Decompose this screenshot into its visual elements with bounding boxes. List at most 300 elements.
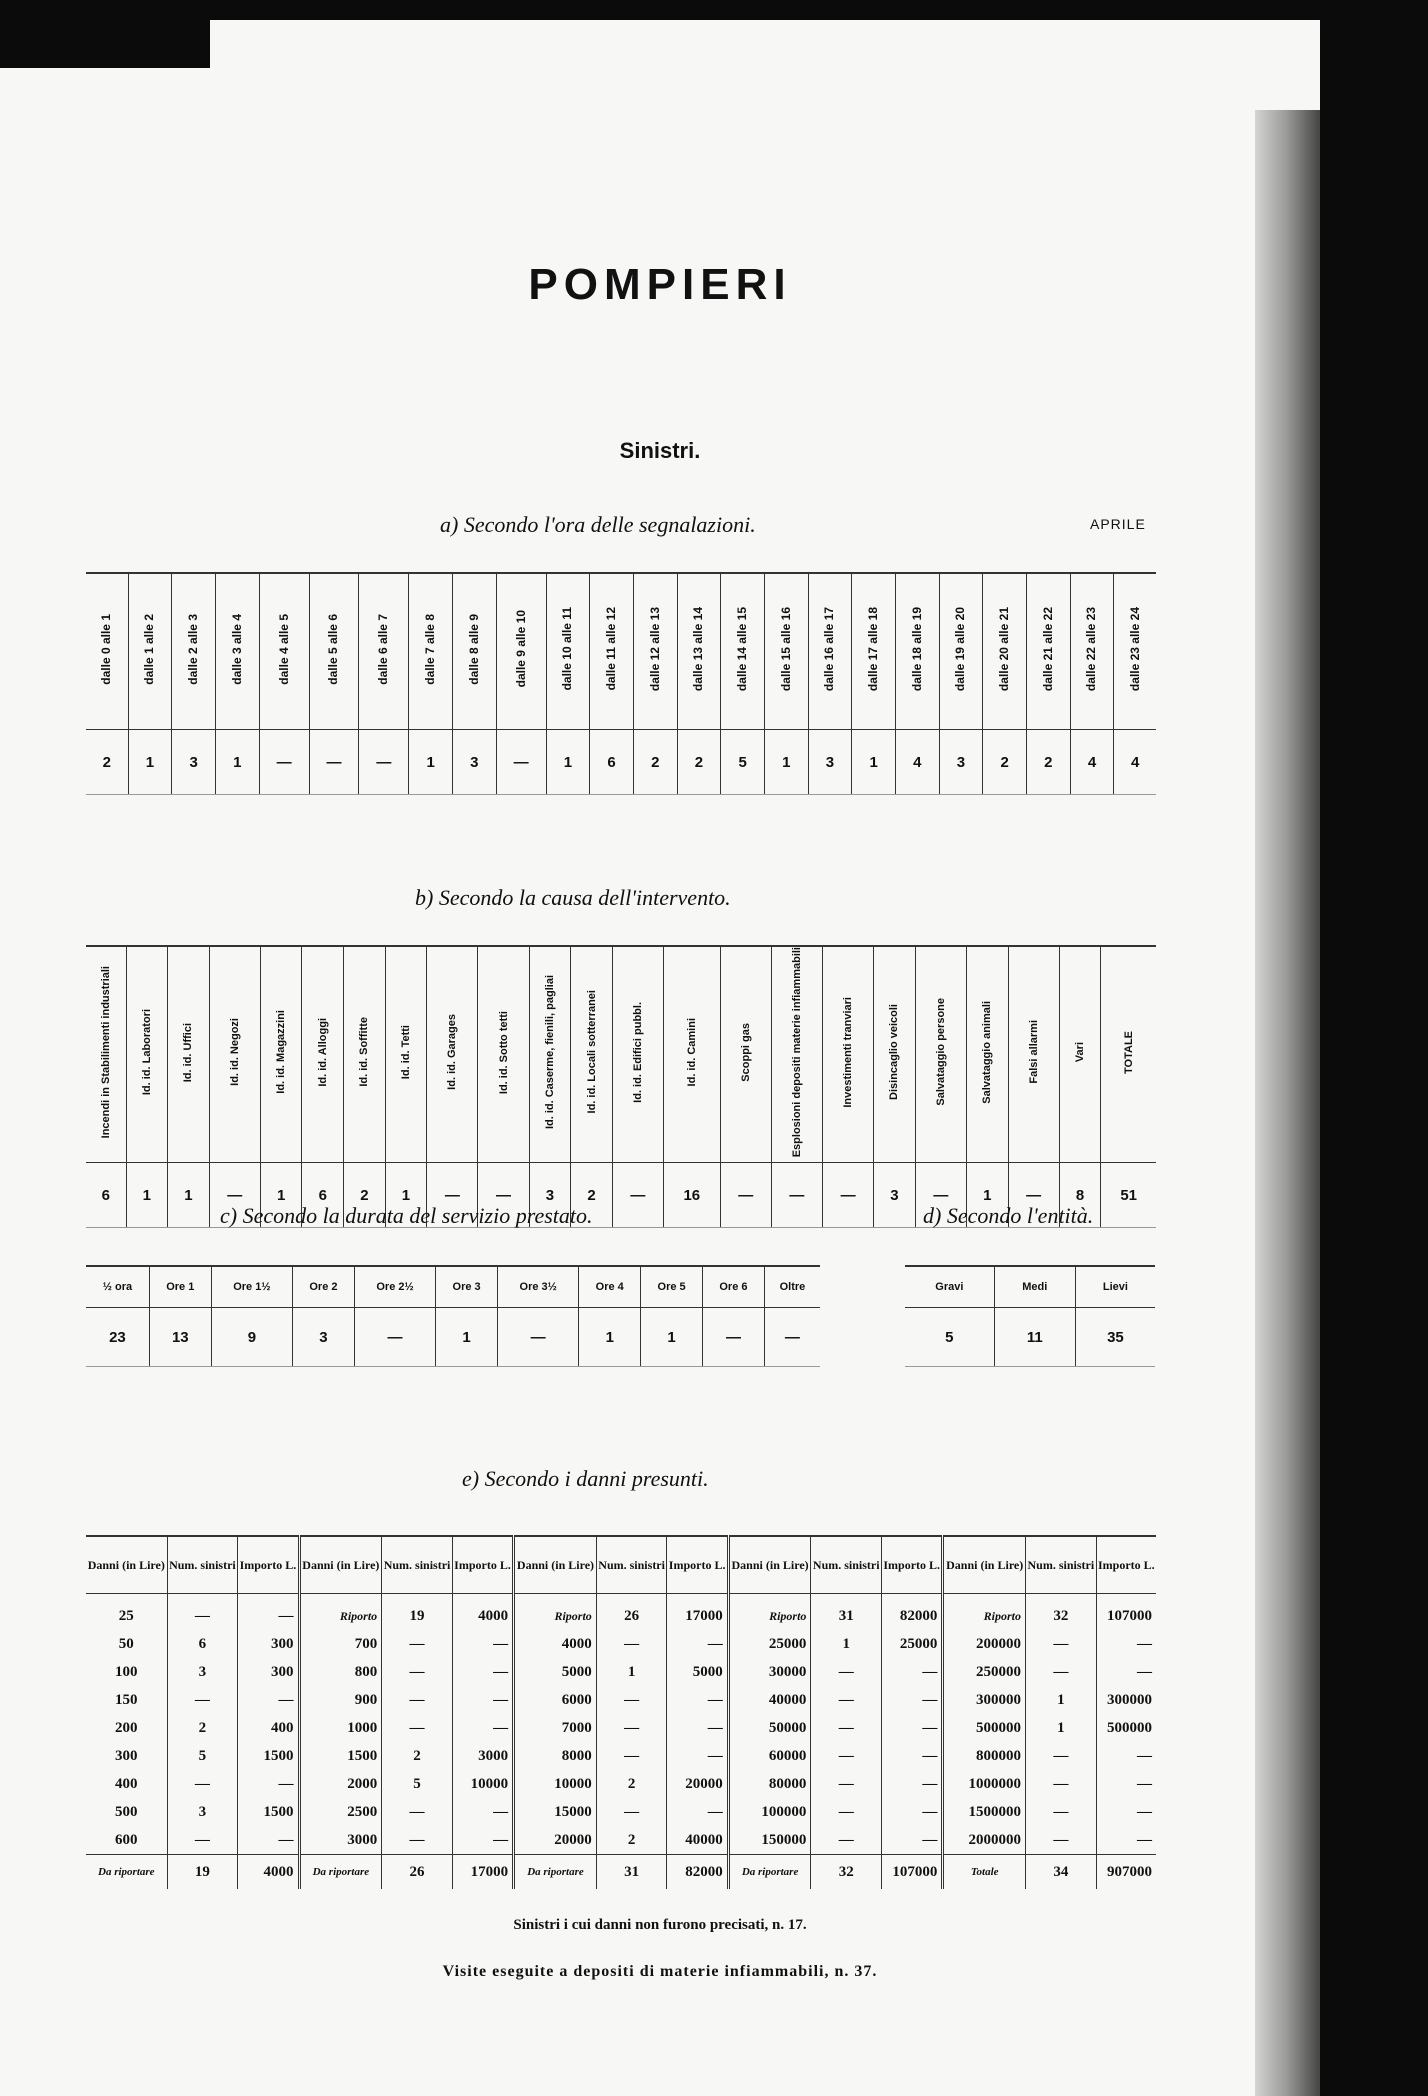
scan-shadow	[0, 20, 210, 68]
damages-cell: —	[811, 1742, 882, 1770]
damages-cell: 2000	[299, 1770, 382, 1798]
damages-cell: 500000	[943, 1714, 1026, 1742]
section_b-value-cell: —	[771, 1163, 822, 1228]
section_b-header-cell	[1101, 946, 1156, 1163]
section_d-value-cell: 35	[1075, 1308, 1155, 1367]
damages-cell: 6	[167, 1630, 238, 1658]
damages-cell: 300000	[943, 1686, 1026, 1714]
damages-total-cell: 17000	[452, 1855, 513, 1890]
section_a-header-cell	[128, 573, 172, 730]
section_b-header-cell	[86, 946, 126, 1163]
table-row	[86, 1594, 1156, 1631]
section_a-value-cell: 3	[939, 730, 983, 795]
section_a-header-label: dalle 4 alle 5	[276, 613, 291, 685]
damages-header-cell: Num. sinistri	[811, 1536, 882, 1594]
damages-header-cell: Num. sinistri	[596, 1536, 667, 1594]
section_c-value-cell: 1	[641, 1308, 703, 1367]
damages-cell: 19	[382, 1594, 453, 1631]
table-row	[86, 1714, 1156, 1742]
damages-cell: 60000	[728, 1742, 811, 1770]
damages-cell: 30000	[728, 1658, 811, 1686]
damages-cell: 150	[115, 1691, 138, 1708]
damages-cell: 50	[118, 1635, 134, 1652]
damages-cell: Riporto	[299, 1594, 382, 1631]
section_a-header-cell	[409, 573, 453, 730]
section_b-value-cell: 1	[385, 1163, 427, 1228]
damages-cell: 100	[115, 1663, 138, 1680]
damages-cell: —	[882, 1686, 943, 1714]
damages-cell: —	[667, 1742, 728, 1770]
section_c-header-cell: Ore 1½	[211, 1266, 292, 1308]
section_c-header-cell: Ore 3	[436, 1266, 498, 1308]
section_a-value-cell: 1	[215, 730, 259, 795]
damages-cell: Riporto	[943, 1594, 1026, 1631]
damages-cell: 800	[299, 1658, 382, 1686]
section_b-header-cell	[427, 946, 478, 1163]
damages-cell: —	[452, 1798, 513, 1826]
damages-cell: —	[882, 1826, 943, 1855]
section_c-value-cell: —	[764, 1308, 820, 1367]
damages-total-cell: 34	[1026, 1855, 1097, 1890]
table-row	[86, 1658, 1156, 1686]
section_a-header-label: dalle 2 alle 3	[186, 613, 201, 685]
section_b-header-label: Id. id. Negozi	[228, 1018, 241, 1087]
damages-cell: —	[167, 1826, 238, 1855]
section-d-heading: d) Secondo l'entità.	[923, 1203, 1094, 1228]
damages-cell: —	[238, 1686, 299, 1714]
damages-cell: —	[382, 1798, 453, 1826]
damages-cell: 700	[299, 1630, 382, 1658]
section_b-header-cell	[874, 946, 916, 1163]
section_a-value-cell: —	[359, 730, 409, 795]
section_b-header-label: TOTALE	[1122, 1030, 1135, 1074]
damages-cell: 40000	[728, 1686, 811, 1714]
section-b-heading: b) Secondo la causa dell'intervento.	[415, 885, 731, 910]
table-row	[86, 1742, 1156, 1770]
table-hours	[86, 572, 1156, 795]
damages-cell: 10000	[514, 1770, 597, 1798]
table-causes-header	[86, 946, 1156, 1163]
section_b-header-label: Id. id. Alloggi	[316, 1017, 329, 1087]
section_d-header-cell: Medi	[994, 1266, 1075, 1308]
table-row	[86, 1826, 1156, 1855]
section_a-header-label: dalle 9 alle 10	[513, 610, 528, 688]
section_b-header-cell	[915, 946, 966, 1163]
section_b-header-label: Id. id. Tetti	[399, 1025, 412, 1080]
section_d-header-cell: Lievi	[1075, 1266, 1155, 1308]
section_b-header-label: Salvataggio persone	[934, 998, 947, 1106]
damages-header-cell: Importo L.	[667, 1536, 728, 1594]
damages-cell: 1000	[299, 1714, 382, 1742]
section_c-header-cell: Ore 6	[703, 1266, 765, 1308]
section_a-header-label: dalle 0 alle 1	[99, 613, 114, 685]
section_c-header-cell: Oltre	[764, 1266, 820, 1308]
section_a-header-label: dalle 22 alle 23	[1084, 606, 1099, 692]
damages-cell: —	[882, 1770, 943, 1798]
damages-cell: —	[596, 1686, 667, 1714]
damages-total-cell: 82000	[667, 1855, 728, 1890]
section_b-header-label: Id. id. Caserme, fienili, pagliai	[543, 975, 556, 1130]
table-severity-values	[905, 1308, 1155, 1367]
damages-cell: —	[811, 1826, 882, 1855]
section_b-header-label: Id. id. Sotto tetti	[497, 1010, 510, 1094]
section_b-value-cell: 3	[529, 1163, 571, 1228]
section_b-header-label: Investimenti tranviari	[842, 996, 855, 1108]
damages-total-cell: 4000	[238, 1855, 299, 1890]
section_b-header-cell	[478, 946, 529, 1163]
section_b-value-cell: 6	[86, 1163, 126, 1228]
page-title: POMPIERI	[528, 260, 792, 309]
section_a-value-cell: 1	[764, 730, 808, 795]
section_b-header-label: Disincaglio veicoli	[888, 1004, 901, 1101]
damages-cell: —	[1026, 1742, 1097, 1770]
table-row-totals	[86, 1855, 1156, 1890]
table-duration-values	[86, 1308, 820, 1367]
section_a-header-label: dalle 14 alle 15	[735, 606, 750, 692]
damages-cell: —	[667, 1798, 728, 1826]
section_b-value-cell: —	[822, 1163, 873, 1228]
section_c-header-cell: Ore 2	[293, 1266, 355, 1308]
damages-cell: 3	[167, 1658, 238, 1686]
damages-cell: 8000	[514, 1742, 597, 1770]
damages-cell: 4000	[452, 1594, 513, 1631]
damages-header-cell: Importo L.	[882, 1536, 943, 1594]
damages-cell: 25	[118, 1607, 134, 1624]
section_c-value-cell: 13	[149, 1308, 211, 1367]
damages-header-cell: Importo L.	[452, 1536, 513, 1594]
section_b-header-cell	[966, 946, 1008, 1163]
damages-cell: —	[882, 1742, 943, 1770]
damages-total-cell: 19	[167, 1855, 238, 1890]
table-damages-body	[86, 1594, 1156, 1890]
section_a-header-label: dalle 16 alle 17	[822, 606, 837, 692]
damages-cell: 2	[382, 1742, 453, 1770]
section_b-value-cell: 8	[1059, 1163, 1101, 1228]
section_c-value-cell: —	[498, 1308, 579, 1367]
section_a-value-cell: 3	[172, 730, 216, 795]
section_d-value-cell: 11	[994, 1308, 1075, 1367]
section_b-header-label: Id. id. Laboratori	[140, 1009, 153, 1096]
table-causes	[86, 945, 1156, 1228]
section_a-value-cell: —	[309, 730, 359, 795]
section-e-heading: e) Secondo i danni presunti.	[462, 1466, 709, 1491]
section_c-value-cell: —	[354, 1308, 435, 1367]
section_b-value-cell: 1	[126, 1163, 168, 1228]
section_a-value-cell: 1	[128, 730, 172, 795]
damages-cell: —	[382, 1826, 453, 1855]
damages-cell: 4000	[514, 1630, 597, 1658]
damages-cell: —	[382, 1714, 453, 1742]
section_a-header-cell	[259, 573, 309, 730]
damages-cell: —	[167, 1770, 238, 1798]
damages-cell: 1500	[238, 1798, 299, 1826]
damages-cell: 1500000	[943, 1798, 1026, 1826]
section_a-value-cell: 3	[808, 730, 852, 795]
section_a-header-label: dalle 11 alle 12	[604, 607, 619, 691]
section_a-value-cell: 5	[721, 730, 765, 795]
section_a-header-cell	[677, 573, 721, 730]
damages-cell: 1500	[238, 1742, 299, 1770]
section_b-value-cell: —	[915, 1163, 966, 1228]
damages-cell: Riporto	[514, 1594, 597, 1631]
damages-cell: —	[167, 1594, 238, 1631]
section-c-heading: c) Secondo la durata del servizio prestato.	[220, 1203, 593, 1228]
section_b-header-cell	[664, 946, 721, 1163]
section_b-header-cell	[1059, 946, 1101, 1163]
section_a-header-cell	[215, 573, 259, 730]
section_a-value-cell: 3	[453, 730, 497, 795]
damages-cell: —	[1026, 1770, 1097, 1798]
section_b-header-cell	[344, 946, 386, 1163]
damages-cell: —	[596, 1742, 667, 1770]
damages-cell: 1	[1026, 1714, 1097, 1742]
damages-cell: 107000	[1096, 1594, 1156, 1631]
damages-cell: —	[596, 1798, 667, 1826]
section_a-header-cell	[359, 573, 409, 730]
damages-cell: —	[596, 1714, 667, 1742]
section_c-header-cell: Ore 2½	[354, 1266, 435, 1308]
damages-cell: —	[1026, 1826, 1097, 1855]
damages-cell: 150000	[728, 1826, 811, 1855]
damages-cell: —	[1096, 1658, 1156, 1686]
section_a-header-cell	[808, 573, 852, 730]
damages-cell: 50000	[728, 1714, 811, 1742]
section_a-header-cell	[496, 573, 546, 730]
damages-header-cell: Danni (in Lire)	[514, 1536, 597, 1594]
section_a-header-cell	[309, 573, 359, 730]
section_c-header-cell: ½ ora	[86, 1266, 149, 1308]
damages-cell: —	[452, 1658, 513, 1686]
table-row	[86, 1686, 1156, 1714]
section_b-header-label: Id. id. Locali sotterranei	[585, 990, 598, 1114]
section_a-header-cell	[633, 573, 677, 730]
damages-cell: 200000	[943, 1630, 1026, 1658]
section_b-value-cell: 1	[966, 1163, 1008, 1228]
section_b-header-cell	[302, 946, 344, 1163]
damages-total-cell: 107000	[882, 1855, 943, 1890]
damages-cell: —	[811, 1658, 882, 1686]
damages-cell: 300	[238, 1630, 299, 1658]
damages-cell: —	[1096, 1798, 1156, 1826]
section_b-value-cell: 16	[664, 1163, 721, 1228]
section_a-header-label: dalle 20 alle 21	[997, 606, 1012, 692]
section_a-header-label: dalle 7 alle 8	[423, 613, 438, 685]
damages-cell: 25000	[728, 1630, 811, 1658]
damages-cell: 800000	[943, 1742, 1026, 1770]
damages-cell: —	[1026, 1630, 1097, 1658]
section_c-header-cell: Ore 1	[149, 1266, 211, 1308]
damages-header-cell: Num. sinistri	[382, 1536, 453, 1594]
damages-cell: 32	[1026, 1594, 1097, 1631]
damages-cell: 3	[167, 1798, 238, 1826]
section_b-header-cell	[771, 946, 822, 1163]
section_b-header-label: Id. id. Soffitte	[358, 1017, 371, 1087]
section_b-value-cell: —	[720, 1163, 771, 1228]
section_a-value-cell: 2	[983, 730, 1027, 795]
section_a-header-cell	[172, 573, 216, 730]
table-row	[86, 1798, 1156, 1826]
damages-cell: —	[1096, 1826, 1156, 1855]
section_d-value-cell: 5	[905, 1308, 994, 1367]
section_a-value-cell: 1	[852, 730, 896, 795]
damages-cell: —	[811, 1686, 882, 1714]
damages-total-cell: 31	[596, 1855, 667, 1890]
section_c-value-cell: —	[703, 1308, 765, 1367]
damages-cell: 250000	[943, 1658, 1026, 1686]
table-hours-header	[86, 573, 1156, 730]
section_a-header-label: dalle 21 alle 22	[1040, 606, 1055, 692]
section_a-header-cell	[1026, 573, 1070, 730]
damages-header-cell: Danni (in Lire)	[943, 1536, 1026, 1594]
damages-total-cell: Da riportare	[728, 1855, 811, 1890]
section_b-header-cell	[1008, 946, 1059, 1163]
section_a-value-cell: —	[259, 730, 309, 795]
section_a-header-label: dalle 13 alle 14	[691, 606, 706, 692]
section_a-header-cell	[546, 573, 590, 730]
damages-cell: —	[1096, 1770, 1156, 1798]
section_b-header-label: Id. id. Edifici pubbl.	[631, 1001, 644, 1103]
section_b-header-label: Falsi allarmi	[1027, 1020, 1040, 1084]
damages-cell: 1000000	[943, 1770, 1026, 1798]
section_b-value-cell: 51	[1101, 1163, 1156, 1228]
note-inspections: Visite eseguite a depositi di materie infiammabili, n. 37.	[442, 1963, 878, 1980]
section_a-header-label: dalle 8 alle 9	[466, 613, 481, 685]
section_a-header-cell	[453, 573, 497, 730]
damages-cell: 600	[115, 1831, 138, 1848]
section_b-header-label: Esplosioni depositi materie infiammabili	[790, 947, 803, 1158]
damages-cell: —	[382, 1630, 453, 1658]
table-severity	[905, 1265, 1155, 1367]
section_b-header-cell	[822, 946, 873, 1163]
damages-cell: 500	[115, 1803, 138, 1820]
month-label: APRILE	[1090, 516, 1146, 532]
section_b-header-label: Scoppi gas	[739, 1022, 752, 1082]
damages-cell: —	[452, 1826, 513, 1855]
damages-cell: 2	[596, 1770, 667, 1798]
table-hours-values	[86, 730, 1156, 795]
damages-cell: —	[882, 1798, 943, 1826]
damages-cell: 5	[382, 1770, 453, 1798]
section_b-header-label: Id. id. Uffici	[182, 1022, 195, 1082]
page-subtitle: Sinistri.	[619, 438, 701, 463]
section_a-value-cell: 4	[895, 730, 939, 795]
section_b-value-cell: 1	[260, 1163, 302, 1228]
damages-cell: —	[811, 1770, 882, 1798]
section_a-header-cell	[590, 573, 634, 730]
section_a-value-cell: 4	[1070, 730, 1114, 795]
section_a-value-cell: —	[496, 730, 546, 795]
section_a-header-label: dalle 17 alle 18	[866, 606, 881, 692]
document-page	[0, 20, 1320, 2096]
section_a-header-label: dalle 6 alle 7	[376, 613, 391, 685]
damages-cell: —	[452, 1630, 513, 1658]
damages-total-cell: Da riportare	[86, 1855, 167, 1890]
section_b-value-cell: 1	[168, 1163, 210, 1228]
section_b-value-cell: —	[1008, 1163, 1059, 1228]
section_a-value-cell: 6	[590, 730, 634, 795]
damages-cell: —	[667, 1686, 728, 1714]
damages-cell: 300	[115, 1747, 138, 1764]
damages-total-cell: Totale	[943, 1855, 1026, 1890]
section_b-value-cell: 2	[571, 1163, 613, 1228]
damages-cell: 20000	[667, 1770, 728, 1798]
damages-cell: 2500	[299, 1798, 382, 1826]
damages-cell: —	[167, 1686, 238, 1714]
damages-cell: —	[238, 1594, 299, 1631]
section_a-header-cell	[983, 573, 1027, 730]
damages-cell: —	[452, 1686, 513, 1714]
damages-total-cell: Da riportare	[514, 1855, 597, 1890]
damages-cell: 10000	[452, 1770, 513, 1798]
section_b-header-label: Id. id. Camini	[685, 1017, 698, 1087]
table-row	[86, 1770, 1156, 1798]
damages-total-cell: Da riportare	[299, 1855, 382, 1890]
section_b-header-cell	[168, 946, 210, 1163]
section_b-header-cell	[385, 946, 427, 1163]
damages-cell: 3000	[299, 1826, 382, 1855]
section_a-header-cell	[721, 573, 765, 730]
section_a-header-label: dalle 19 alle 20	[953, 606, 968, 692]
section_a-value-cell: 1	[409, 730, 453, 795]
section_c-header-cell: Ore 5	[641, 1266, 703, 1308]
damages-cell: 5000	[514, 1658, 597, 1686]
section_a-header-label: dalle 5 alle 6	[326, 613, 341, 685]
section_a-header-label: dalle 12 alle 13	[647, 606, 662, 692]
damages-cell: 5	[167, 1742, 238, 1770]
section_b-header-cell	[612, 946, 663, 1163]
section_a-header-cell	[852, 573, 896, 730]
section_a-value-cell: 2	[86, 730, 128, 795]
table-row	[86, 1630, 1156, 1658]
section_b-header-cell	[209, 946, 260, 1163]
damages-cell: —	[452, 1714, 513, 1742]
damages-cell: —	[596, 1630, 667, 1658]
damages-cell: 400	[238, 1714, 299, 1742]
damages-cell: 80000	[728, 1770, 811, 1798]
damages-cell: 2	[596, 1826, 667, 1855]
section_b-value-cell: 2	[344, 1163, 386, 1228]
damages-cell: 400	[115, 1775, 138, 1792]
damages-cell: —	[1096, 1630, 1156, 1658]
section_a-value-cell: 2	[633, 730, 677, 795]
damages-total-cell: 32	[811, 1855, 882, 1890]
section_a-value-cell: 2	[1026, 730, 1070, 795]
section_b-value-cell: 3	[874, 1163, 916, 1228]
section_b-value-cell: —	[427, 1163, 478, 1228]
damages-cell: 1	[596, 1658, 667, 1686]
damages-header-cell: Importo L.	[238, 1536, 299, 1594]
section_b-value-cell: —	[209, 1163, 260, 1228]
section_b-header-label: Salvataggio animali	[981, 1000, 994, 1104]
note-unspecified-damages: Sinistri i cui danni non furono precisati, n. 17.	[513, 1917, 807, 1933]
section_c-header-cell: Ore 3½	[498, 1266, 579, 1308]
section_a-header-cell	[1114, 573, 1156, 730]
damages-cell: 40000	[667, 1826, 728, 1855]
table-duration	[86, 1265, 820, 1367]
damages-header-cell: Num. sinistri	[167, 1536, 238, 1594]
damages-cell: 2	[167, 1714, 238, 1742]
damages-cell: 82000	[882, 1594, 943, 1631]
damages-cell: Riporto	[728, 1594, 811, 1631]
damages-cell: 5000	[667, 1658, 728, 1686]
damages-cell: 7000	[514, 1714, 597, 1742]
table-damages	[86, 1535, 1156, 1889]
section_b-value-cell: —	[478, 1163, 529, 1228]
damages-cell: —	[667, 1630, 728, 1658]
damages-cell: 3000	[452, 1742, 513, 1770]
book-edge	[1255, 110, 1320, 2096]
table-duration-header	[86, 1266, 820, 1308]
